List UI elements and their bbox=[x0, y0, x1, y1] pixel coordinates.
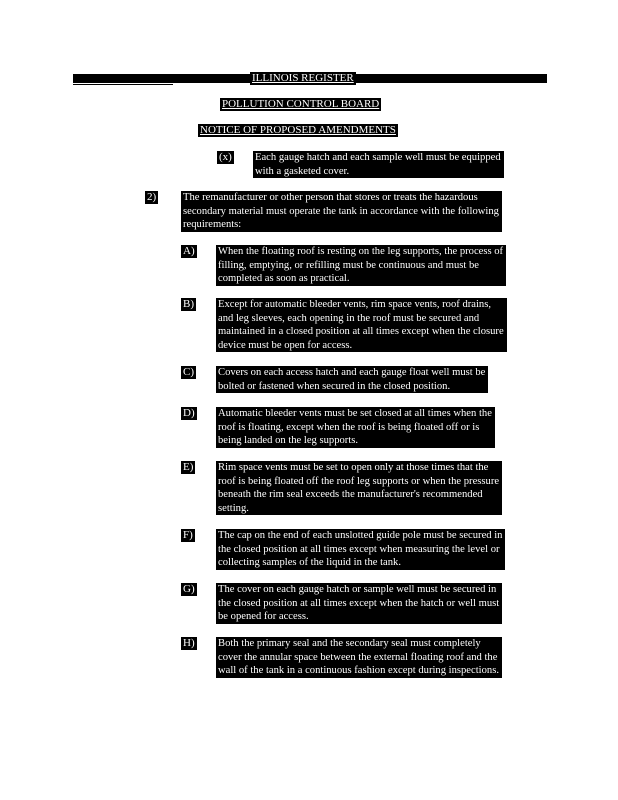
text-line: cover the annular space between the external floating roof and the bbox=[218, 651, 498, 663]
text-line: collecting samples of the liquid in the tank. bbox=[218, 557, 401, 569]
subitem-f-label: F) bbox=[183, 529, 193, 541]
text-line: be opened for access. bbox=[218, 611, 309, 623]
item-2-label: 2) bbox=[147, 191, 157, 203]
text-line: filling, emptying, or refilling must be continuous and must be bbox=[218, 259, 479, 271]
text-line: Each gauge hatch and each sample well must be equipped bbox=[255, 152, 501, 163]
subitem-f-text bbox=[216, 529, 505, 570]
text-line: maintained in a closed position at all times except when the closure bbox=[218, 326, 504, 338]
text-line: Both the primary seal and the secondary seal must completely bbox=[218, 638, 481, 649]
item-x-text bbox=[253, 151, 504, 178]
text-line: beneath the rim seal exceeds the manufacturer's recommended bbox=[218, 489, 483, 501]
subitem-d-text bbox=[216, 407, 495, 448]
text-line: device must be open for access. bbox=[218, 339, 353, 351]
text-line: the closed position at all times except when the hatch or well must bbox=[218, 597, 500, 609]
text-line: When the floating roof is resting on the leg supports, the process of bbox=[218, 246, 504, 257]
board-title: POLLUTION CONTROL BOARD bbox=[222, 98, 380, 110]
text-line: The remanufacturer or other person that stores or treats the hazardous bbox=[183, 192, 478, 203]
text-line: Covers on each access hatch and each gauge float well must be bbox=[218, 367, 486, 378]
subitem-e-label: E) bbox=[183, 461, 194, 473]
text-line: with a gasketed cover. bbox=[255, 165, 350, 177]
text-line: The cover on each gauge hatch or sample well must be secured in bbox=[218, 584, 497, 595]
text-line: roof is being floated off the roof leg supports or when the pressure bbox=[218, 475, 500, 487]
text-line: Automatic bleeder vents must be set closed at all times when the bbox=[218, 408, 492, 419]
subitem-b-label: B) bbox=[183, 298, 194, 310]
text-line: and leg sleeves, each opening in the roof must be secured and bbox=[218, 312, 480, 324]
text-line: secondary material must operate the tank in accordance with the following bbox=[183, 205, 499, 217]
text-line: roof is floating, except when the roof is being floated off or is bbox=[218, 421, 480, 433]
notice-title: NOTICE OF PROPOSED AMENDMENTS bbox=[200, 124, 396, 136]
subitem-a-label: A) bbox=[183, 245, 195, 257]
subitem-c-text bbox=[216, 366, 488, 393]
text-line: requirements: bbox=[183, 219, 242, 231]
register-title: ILLINOIS REGISTER bbox=[252, 72, 354, 84]
subitem-e-text bbox=[216, 461, 502, 515]
text-line: The cap on the end of each unslotted guide pole must be secured in bbox=[218, 530, 503, 541]
subitem-g-label: G) bbox=[183, 583, 195, 595]
text-line: bolted or fastened when secured in the closed position. bbox=[218, 380, 451, 392]
text-line: wall of the tank in a continuous fashion except during inspections. bbox=[218, 665, 499, 677]
subitem-h-label: H) bbox=[183, 637, 195, 649]
subitem-a-text bbox=[216, 245, 506, 286]
subitem-c-label: C) bbox=[183, 366, 194, 378]
text-line: Rim space vents must be set to open only at those times that the bbox=[218, 462, 489, 473]
text-line: setting. bbox=[218, 502, 249, 514]
subitem-h-text bbox=[216, 637, 502, 678]
header-divider bbox=[73, 84, 173, 85]
text-line: being landed on the leg supports. bbox=[218, 435, 359, 447]
item-x-label: (x) bbox=[219, 151, 232, 163]
subitem-b-text bbox=[216, 298, 507, 352]
text-line: Except for automatic bleeder vents, rim space vents, roof drains, bbox=[218, 299, 491, 310]
subitem-g-text bbox=[216, 583, 502, 624]
text-line: completed as soon as practical. bbox=[218, 273, 350, 285]
item-2-text bbox=[181, 191, 502, 232]
text-line: the closed position at all times except when measuring the level or bbox=[218, 543, 500, 555]
subitem-d-label: D) bbox=[183, 407, 195, 419]
